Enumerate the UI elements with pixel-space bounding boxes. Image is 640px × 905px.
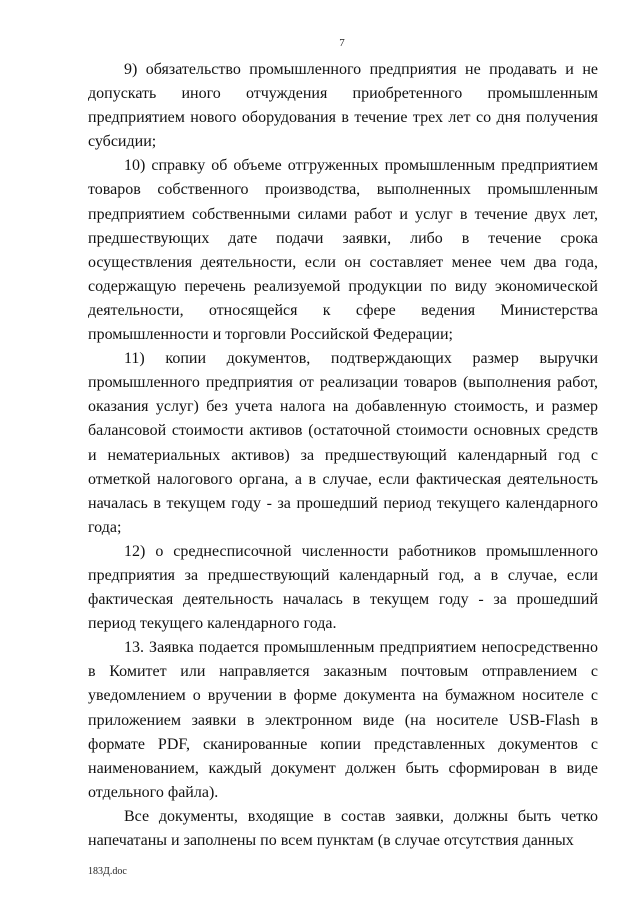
footer-filename: 183Д.doc (88, 866, 127, 877)
paragraph-documents-requirements: Все документы, входящие в состав заявки, должны быть четко напечатаны и заполнены по всем пунктам (в случае отсутствия данных (88, 807, 598, 849)
paragraph-item-9: 9) обязательство промышленного предприятия не продавать и не допускать иного отчуждения приобретенного промышленным предприятием нового оборудования в течение трех лет со дня получения субсидии; (88, 61, 598, 151)
paragraph-item-10: 10) справку об объеме отгруженных промышленным предприятием товаров собственного производства, выполненных промышленным предприятием собственными силами работ и услуг в течение двух лет, предшествующих дате подачи заявки, либо в течение срока осуществления деятельности, если он составляет менее чем два года, содержащую перечень реализуемой продукции по виду экономической деятельности, относящейся к сфере ведения Министерства промышленности и торговли Российской Федерации; (88, 157, 598, 344)
paragraph-item-12: 12) о среднесписочной численности работников промышленного предприятия за предшествующий календарный год, а в случае, если фактическая деятельность началась в текущем году - за прошедший период текущего календарного года. (88, 542, 598, 633)
document-body (88, 58, 598, 853)
paragraph-item-11: 11) копии документов, подтверждающих размер выручки промышленного предприятия от реализации товаров (выполнения работ, оказания услуг) без учета налога на добавленную стоимость, и размер балансовой стоимости активов (остаточной стоимости основных средств и нематериальных активов) за предшествующий календарный год с отметкой налогового органа, а в случае, если фактическая деятельность началась в текущем году - за прошедший период текущего календарного года; (88, 350, 598, 536)
paragraph-clause-13: 13. Заявка подается промышленным предприятием непосредственно в Комитет или направляется заказным почтовым отправлением с уведомлением о вручении в форме документа на бумажном носителе с приложением заявки в электронном виде (на носителе USB-Flash в формате PDF, сканированные копии представленных документов с наименованием, каждый документ должен быть сформирован в виде отдельного файла). (88, 639, 598, 801)
page-number: 7 (339, 37, 345, 49)
